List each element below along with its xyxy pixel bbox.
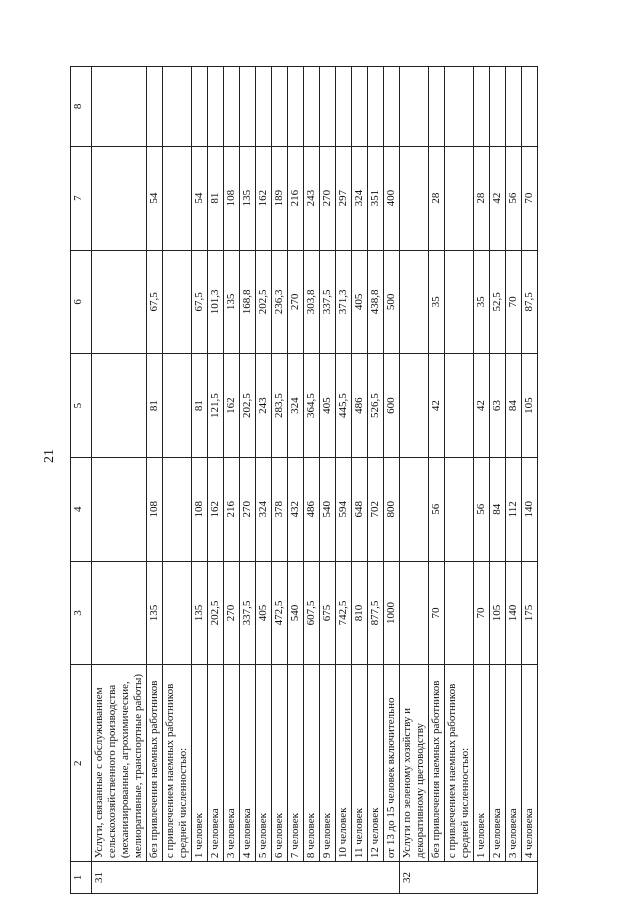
header-cell: 7: [71, 146, 92, 250]
row-label: 7 человек: [288, 665, 304, 862]
value-cell: 405: [352, 250, 368, 354]
value-cell: 70: [429, 561, 445, 665]
value-cell: [506, 67, 522, 147]
value-cell: 432: [288, 457, 304, 561]
service-title: Услуги, связанные с обслуживанием сельскохозяйственного производства (механизированные, агрохимические, мелиоративные, транспортные работы): [92, 665, 147, 862]
value-cell: 168,8: [240, 250, 256, 354]
table-row: [352, 67, 368, 894]
value-cell: 202,5: [208, 561, 224, 665]
value-cell: 121,5: [208, 354, 224, 458]
row-label: 9 человек: [320, 665, 336, 862]
value-cell: 87,5: [522, 250, 538, 354]
table-cell: [163, 250, 192, 354]
table-cell: [400, 457, 429, 561]
value-cell: 236,3: [272, 250, 288, 354]
value-cell: 108: [192, 457, 208, 561]
header-cell: 2: [71, 665, 92, 862]
value-cell: 243: [256, 354, 272, 458]
table-row: [336, 67, 352, 894]
value-cell: 1000: [384, 561, 400, 665]
value-cell: 42: [474, 354, 490, 458]
table-row: [490, 67, 506, 894]
value-cell: 324: [256, 457, 272, 561]
table-row: [368, 67, 384, 894]
table-cell: [445, 146, 474, 250]
page-number: 21: [42, 449, 57, 463]
row-label: 4 человека: [522, 665, 538, 862]
value-cell: 70: [522, 146, 538, 250]
row-label: 8 человек: [304, 665, 320, 862]
value-cell: 84: [506, 354, 522, 458]
table-body: [92, 67, 538, 894]
row-label: 1 человек: [192, 665, 208, 862]
value-cell: 112: [506, 457, 522, 561]
table-cell: [163, 354, 192, 458]
table-row: [304, 67, 320, 894]
value-cell: 135: [224, 250, 240, 354]
value-cell: 378: [272, 457, 288, 561]
row-label: с привлечением наемных работников средней численностью:: [445, 665, 474, 862]
value-cell: 405: [256, 561, 272, 665]
value-cell: 202,5: [256, 250, 272, 354]
row-label: 1 человек: [474, 665, 490, 862]
value-cell: 135: [192, 561, 208, 665]
table-row: [256, 67, 272, 894]
row-label: 2 человека: [490, 665, 506, 862]
value-cell: 500: [384, 250, 400, 354]
value-cell: 54: [147, 146, 163, 250]
header-row: [71, 67, 92, 894]
value-cell: 140: [522, 457, 538, 561]
table-row: [240, 67, 256, 894]
table-cell: [92, 561, 147, 665]
value-cell: 297: [336, 146, 352, 250]
value-cell: [368, 67, 384, 147]
value-cell: 56: [429, 457, 445, 561]
row-label: 2 человека: [208, 665, 224, 862]
header-cell: 8: [71, 67, 92, 147]
value-cell: 472,5: [272, 561, 288, 665]
value-cell: 810: [352, 561, 368, 665]
value-cell: 270: [288, 250, 304, 354]
header-cell: 5: [71, 354, 92, 458]
value-cell: 324: [288, 354, 304, 458]
table-row: [272, 67, 288, 894]
value-cell: 54: [192, 146, 208, 250]
value-cell: [384, 67, 400, 147]
value-cell: 270: [240, 457, 256, 561]
value-cell: 364,5: [304, 354, 320, 458]
table-row: [92, 67, 147, 894]
table-cell: [163, 67, 192, 147]
value-cell: [272, 67, 288, 147]
table-row: [192, 67, 208, 894]
value-cell: 607,5: [304, 561, 320, 665]
row-label: 3 человека: [224, 665, 240, 862]
item-number: 32: [400, 862, 538, 894]
value-cell: 270: [224, 561, 240, 665]
value-cell: 105: [522, 354, 538, 458]
value-cell: 540: [320, 457, 336, 561]
value-cell: 140: [506, 561, 522, 665]
value-cell: [224, 67, 240, 147]
row-label: 10 человек: [336, 665, 352, 862]
value-cell: [192, 67, 208, 147]
value-cell: 56: [506, 146, 522, 250]
value-cell: [474, 67, 490, 147]
header-cell: 6: [71, 250, 92, 354]
table-cell: [400, 146, 429, 250]
value-cell: 216: [224, 457, 240, 561]
value-cell: 105: [490, 561, 506, 665]
value-cell: 135: [147, 561, 163, 665]
row-label: 3 человека: [506, 665, 522, 862]
value-cell: 526,5: [368, 354, 384, 458]
value-cell: 162: [208, 457, 224, 561]
value-cell: [352, 67, 368, 147]
service-title: Услуги по зеленому хозяйству и декоративному цветоводству: [400, 665, 429, 862]
value-cell: 337,5: [240, 561, 256, 665]
value-cell: 81: [147, 354, 163, 458]
value-cell: 303,8: [304, 250, 320, 354]
value-cell: 189: [272, 146, 288, 250]
value-cell: 337,5: [320, 250, 336, 354]
table-row: [429, 67, 445, 894]
table-row: [506, 67, 522, 894]
table-cell: [163, 457, 192, 561]
value-cell: 400: [384, 146, 400, 250]
table-row: [147, 67, 163, 894]
header-cell: 3: [71, 561, 92, 665]
value-cell: 800: [384, 457, 400, 561]
row-label: 12 человек: [368, 665, 384, 862]
table-cell: [445, 67, 474, 147]
row-label: без привлечения наемных работников: [429, 665, 445, 862]
value-cell: 216: [288, 146, 304, 250]
value-cell: 42: [429, 354, 445, 458]
rates-table: [70, 66, 538, 894]
value-cell: 63: [490, 354, 506, 458]
value-cell: [522, 67, 538, 147]
table-row: [445, 67, 474, 894]
value-cell: 81: [208, 146, 224, 250]
value-cell: [208, 67, 224, 147]
value-cell: 42: [490, 146, 506, 250]
value-cell: [288, 67, 304, 147]
table-cell: [92, 250, 147, 354]
value-cell: [490, 67, 506, 147]
value-cell: 101,3: [208, 250, 224, 354]
value-cell: 270: [320, 146, 336, 250]
value-cell: 594: [336, 457, 352, 561]
table-cell: [400, 561, 429, 665]
table-cell: [400, 250, 429, 354]
table-cell: [92, 146, 147, 250]
value-cell: 702: [368, 457, 384, 561]
value-cell: 324: [352, 146, 368, 250]
table-cell: [92, 457, 147, 561]
value-cell: [320, 67, 336, 147]
value-cell: 67,5: [147, 250, 163, 354]
value-cell: 445,5: [336, 354, 352, 458]
table-row: [288, 67, 304, 894]
row-label: 6 человек: [272, 665, 288, 862]
value-cell: 283,5: [272, 354, 288, 458]
value-cell: 84: [490, 457, 506, 561]
value-cell: 28: [474, 146, 490, 250]
value-cell: 108: [224, 146, 240, 250]
table-cell: [163, 146, 192, 250]
row-label: без привлечения наемных работников: [147, 665, 163, 862]
value-cell: 438,8: [368, 250, 384, 354]
table-cell: [445, 561, 474, 665]
value-cell: [304, 67, 320, 147]
value-cell: 81: [192, 354, 208, 458]
header-cell: 4: [71, 457, 92, 561]
table-row: [163, 67, 192, 894]
value-cell: 600: [384, 354, 400, 458]
value-cell: 52,5: [490, 250, 506, 354]
value-cell: 70: [474, 561, 490, 665]
table-row: [320, 67, 336, 894]
table-cell: [163, 561, 192, 665]
value-cell: 877,5: [368, 561, 384, 665]
value-cell: 540: [288, 561, 304, 665]
row-label: 4 человека: [240, 665, 256, 862]
table-row: [400, 67, 429, 894]
row-label: 11 человек: [352, 665, 368, 862]
value-cell: 162: [256, 146, 272, 250]
value-cell: 56: [474, 457, 490, 561]
table-row: [474, 67, 490, 894]
row-label: с привлечением наемных работников средней численностью:: [163, 665, 192, 862]
value-cell: [240, 67, 256, 147]
table-row: [522, 67, 538, 894]
value-cell: 35: [429, 250, 445, 354]
value-cell: [429, 67, 445, 147]
table-row: [384, 67, 400, 894]
value-cell: 371,3: [336, 250, 352, 354]
value-cell: 162: [224, 354, 240, 458]
value-cell: 175: [522, 561, 538, 665]
header-cell: 1: [71, 862, 92, 894]
table-row: [224, 67, 240, 894]
value-cell: [336, 67, 352, 147]
value-cell: 648: [352, 457, 368, 561]
value-cell: 67,5: [192, 250, 208, 354]
value-cell: 28: [429, 146, 445, 250]
table-cell: [445, 354, 474, 458]
value-cell: 675: [320, 561, 336, 665]
value-cell: 202,5: [240, 354, 256, 458]
value-cell: 135: [240, 146, 256, 250]
value-cell: [147, 67, 163, 147]
table-cell: [400, 354, 429, 458]
row-label: от 13 до 15 человек включительно: [384, 665, 400, 862]
value-cell: 486: [304, 457, 320, 561]
table-cell: [445, 250, 474, 354]
value-cell: 486: [352, 354, 368, 458]
table-cell: [92, 354, 147, 458]
value-cell: 405: [320, 354, 336, 458]
value-cell: 742,5: [336, 561, 352, 665]
value-cell: 108: [147, 457, 163, 561]
value-cell: 70: [506, 250, 522, 354]
value-cell: 351: [368, 146, 384, 250]
row-label: 5 человек: [256, 665, 272, 862]
value-cell: 35: [474, 250, 490, 354]
value-cell: [256, 67, 272, 147]
item-number: 31: [92, 862, 400, 894]
table-cell: [445, 457, 474, 561]
table-row: [208, 67, 224, 894]
table-cell: [400, 67, 429, 147]
table-cell: [92, 67, 147, 147]
value-cell: 243: [304, 146, 320, 250]
rotated-table-container: [70, 66, 605, 894]
